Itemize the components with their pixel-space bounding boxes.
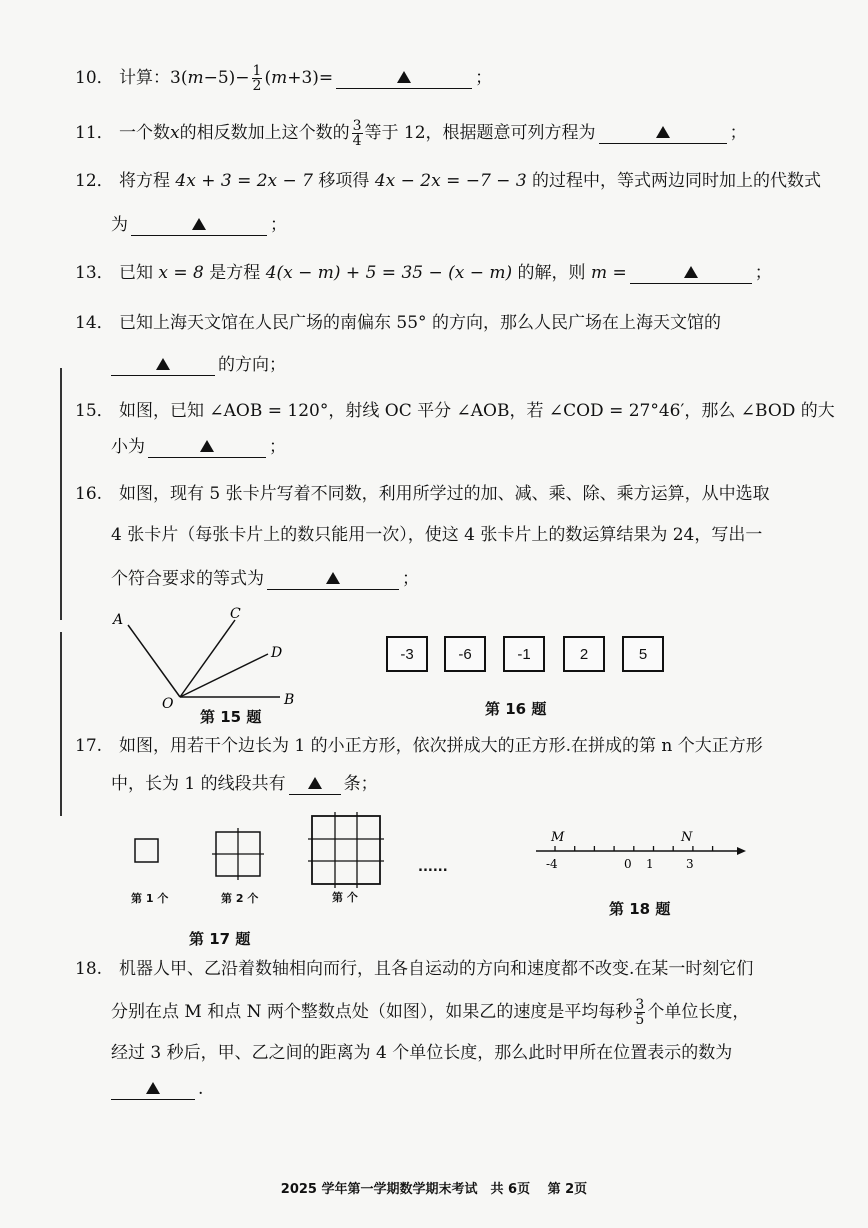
question-13 xyxy=(75,262,772,284)
question-14 xyxy=(75,312,721,334)
label-M: M xyxy=(551,830,565,845)
question-text: 分别在点 M 和点 N 两个整数点处（如图），如果乙的速度是平均每秒 xyxy=(111,1002,633,1022)
fraction xyxy=(634,998,645,1027)
triangle-icon xyxy=(397,71,411,83)
question-text: 如图，现有 5 张卡片写着不同数，利用所学过的加、减、乘、除、乘方运算，从中选取 xyxy=(119,484,770,504)
figure-18-number-line xyxy=(530,826,755,876)
question-number: 16. xyxy=(75,484,103,504)
question-text: 个符合要求的等式为 xyxy=(111,569,264,589)
punct: . xyxy=(198,1079,204,1099)
square-label: 第 2 个 xyxy=(221,892,259,905)
math-expr: 4x + 3 = 2x − 7 xyxy=(175,171,313,191)
answer-blank[interactable] xyxy=(289,774,341,795)
question-18-line4 xyxy=(111,1078,203,1100)
question-text: 中，长为 1 的线段共有 xyxy=(111,774,286,794)
question-18 xyxy=(75,958,753,980)
math-expr: x = 8 xyxy=(158,263,204,283)
question-text: 4 张卡片（每张卡片上的数只能用一次），使这 4 张卡片上的数运算结果为 24，写出一 xyxy=(111,525,763,545)
question-number: 14． xyxy=(75,313,114,333)
question-number: 17. xyxy=(75,736,103,756)
answer-blank[interactable] xyxy=(111,355,215,376)
question-17-line2 xyxy=(111,773,378,795)
triangle-icon xyxy=(308,777,322,789)
triangle-icon xyxy=(192,218,206,230)
answer-blank[interactable] xyxy=(267,569,399,590)
triangle-icon xyxy=(146,1082,160,1094)
ellipsis: ...... xyxy=(418,860,448,875)
question-number: 11． xyxy=(75,123,114,143)
question-12-line2 xyxy=(111,214,287,236)
question-12 xyxy=(75,170,821,192)
math-expr: 4(x − m) + 5 = 35 − (x − m) xyxy=(265,263,513,283)
tick-label: -4 xyxy=(546,857,558,871)
triangle-icon xyxy=(156,358,170,370)
question-text: 已知上海天文馆在人民广场的南偏东 55° 的方向，那么人民广场在上海天文馆的 xyxy=(119,313,721,333)
figure-18-caption: 第 18 题 xyxy=(609,900,671,918)
square-1 xyxy=(135,839,158,862)
question-18-line2 xyxy=(111,998,749,1027)
ray-OA xyxy=(128,625,180,697)
figure-15-angle-diagram xyxy=(100,600,310,720)
question-text: 的方向； xyxy=(218,355,286,375)
question-number: 12． xyxy=(75,171,114,191)
question-text: 如图，用若干个边长为 1 的小正方形，依次拼成大的正方形.在拼成的第 n 个大正方形 xyxy=(119,736,763,756)
label-B: B xyxy=(284,692,295,708)
square-label: 第 1 个 xyxy=(131,892,169,905)
question-number: 15． xyxy=(75,401,114,421)
number-card: 5 xyxy=(622,636,664,672)
ray-OC xyxy=(180,620,235,697)
label-O: O xyxy=(162,696,174,712)
question-15 xyxy=(75,400,835,422)
question-16-line2 xyxy=(111,524,762,546)
fraction-denominator: 2 xyxy=(252,78,262,94)
ray-OD xyxy=(180,654,268,697)
math-var: m xyxy=(271,68,288,88)
question-text: 为 xyxy=(111,215,128,235)
square-label: 第 个 xyxy=(332,891,358,904)
number-card: -6 xyxy=(444,636,486,672)
punct: ； xyxy=(270,215,287,235)
figure-17-caption: 第 17 题 xyxy=(189,930,251,948)
math-expr: m = xyxy=(590,263,627,283)
answer-blank[interactable] xyxy=(599,123,727,144)
question-16-line3 xyxy=(111,568,419,590)
question-text: 如图，已知 ∠AOB = 120°，射线 OC 平分 ∠AOB，若 ∠COD = 27°46′，那么 ∠BOD 的大 xyxy=(119,401,835,421)
punct: ； xyxy=(754,263,772,283)
question-text: 移项得 xyxy=(313,171,375,191)
question-text: 等于 12，根据题意可列方程为 xyxy=(364,123,596,143)
tick-label: 0 xyxy=(624,857,632,871)
question-text: 机器人甲、乙沿着数轴相向而行，且各自运动的方向和速度都不改变.在某一时刻它们 xyxy=(119,959,754,979)
question-number: 13． xyxy=(75,263,114,283)
question-text: 经过 3 秒后，甲、乙之间的距离为 4 个单位长度，那么此时甲所在位置表示的数为 xyxy=(111,1043,733,1063)
punct: ； xyxy=(729,123,747,143)
answer-blank[interactable] xyxy=(630,263,752,284)
question-text: 条； xyxy=(343,774,378,794)
fraction-denominator: 5 xyxy=(635,1012,645,1028)
fraction-numerator: 1 xyxy=(252,63,262,79)
math-text: 3( xyxy=(170,68,188,88)
answer-blank[interactable] xyxy=(148,437,266,458)
tick-label: 3 xyxy=(686,857,694,871)
punct: ； xyxy=(475,68,493,88)
math-text: −5)− xyxy=(203,68,250,88)
answer-blank[interactable] xyxy=(111,1079,195,1100)
label-D: D xyxy=(271,645,283,661)
question-11 xyxy=(75,119,747,148)
math-text: +3)= xyxy=(287,68,334,88)
question-text: 小为 xyxy=(111,437,145,457)
question-text: 计算： xyxy=(119,68,170,88)
label-A: A xyxy=(113,612,124,628)
question-18-line3 xyxy=(111,1042,732,1064)
question-15-line2 xyxy=(111,436,286,458)
number-card: 2 xyxy=(563,636,605,672)
fraction-numerator: 3 xyxy=(352,118,362,134)
question-10 xyxy=(75,64,492,93)
triangle-icon xyxy=(684,266,698,278)
question-text: 已知 xyxy=(119,263,159,283)
figure-16-caption: 第 16 题 xyxy=(485,700,547,718)
label-N: N xyxy=(681,830,693,845)
fraction xyxy=(252,64,263,93)
figure-15-caption: 第 15 题 xyxy=(200,708,262,726)
label-C: C xyxy=(230,606,241,622)
math-var: m xyxy=(187,68,204,88)
question-17 xyxy=(75,735,763,757)
arrow-right-icon xyxy=(737,847,746,855)
question-text: 的解，则 xyxy=(512,263,591,283)
punct: ； xyxy=(402,569,419,589)
scan-margin-line xyxy=(60,368,62,620)
triangle-icon xyxy=(326,572,340,584)
answer-blank[interactable] xyxy=(131,215,267,236)
question-number: 10． xyxy=(75,68,114,88)
math-expr: 4x − 2x = −7 − 3 xyxy=(374,171,527,191)
number-card: -1 xyxy=(503,636,545,672)
square-3 xyxy=(308,812,384,888)
fraction xyxy=(352,119,363,148)
math-var: x xyxy=(170,123,180,143)
math-text: ( xyxy=(264,68,272,88)
question-number: 18. xyxy=(75,959,103,979)
question-text: 的过程中，等式两边同时加上的代数式 xyxy=(526,171,822,191)
square-2 xyxy=(212,828,264,880)
page-footer: 2025 学年第一学期数学期末考试 共 6页 第 2页 xyxy=(280,1182,588,1197)
fraction-denominator: 4 xyxy=(352,133,362,149)
triangle-icon xyxy=(200,440,214,452)
fraction-numerator: 3 xyxy=(635,997,645,1013)
number-card: -3 xyxy=(386,636,428,672)
question-text: 的相反数加上这个数的 xyxy=(179,123,350,143)
scan-margin-line xyxy=(60,632,62,816)
question-16 xyxy=(75,483,770,505)
question-text: 将方程 xyxy=(119,171,176,191)
figure-17-squares xyxy=(128,812,388,892)
tick-label: 1 xyxy=(646,857,654,871)
triangle-icon xyxy=(656,126,670,138)
question-14-line2 xyxy=(111,354,286,376)
question-text: 一个数 xyxy=(119,123,170,143)
answer-blank[interactable] xyxy=(336,68,472,89)
question-text: 是方程 xyxy=(203,263,266,283)
punct: ； xyxy=(269,437,286,457)
question-text: 个单位长度， xyxy=(647,1002,750,1022)
